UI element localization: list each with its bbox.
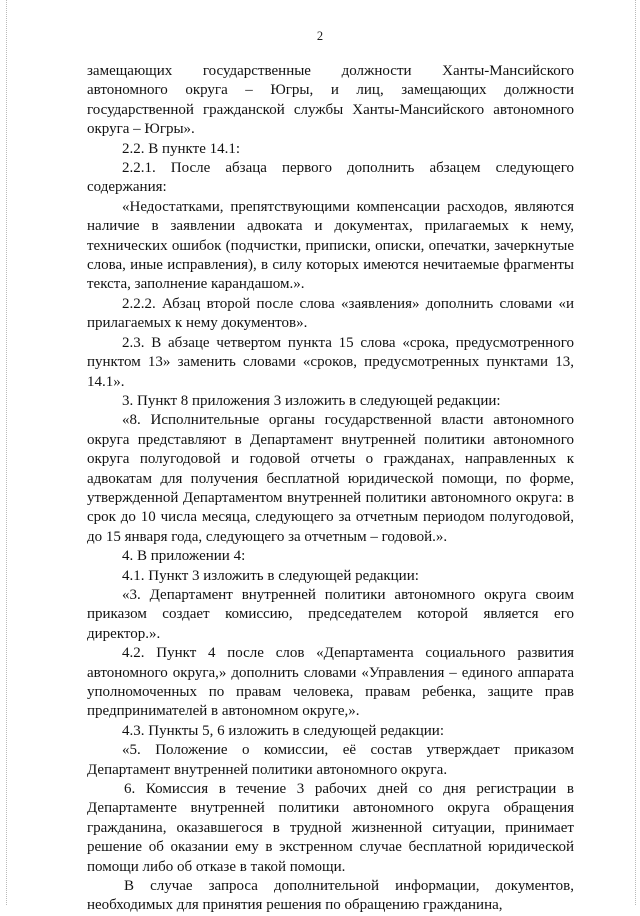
paragraph: 3. Пункт 8 приложения 3 изложить в следующей редакции: <box>122 392 501 409</box>
paragraph: 4.3. Пункты 5, 6 изложить в следующей редакции: <box>122 722 444 739</box>
paragraph: В случае запроса дополнительной информации, документов, необходимых для принятия решения по обращению гражданина, <box>87 878 574 914</box>
page-number: 2 <box>316 29 324 43</box>
paragraph: 2.2. В пункте 14.1: <box>122 140 241 157</box>
scan-edge-left <box>6 0 7 905</box>
document-body <box>87 62 574 916</box>
paragraph: «Недостатками, препятствующими компенсации расходов, являются наличие в заявлении адвоката и документах, прилагаемых к нему, технических ошибок (подчистки, приписки, описки, опечатки, зачеркнутые слова, иные исправления), в силу которых имеются нечитаемые фрагменты текста, заполнение карандашом.». <box>87 198 574 293</box>
paragraph: «5. Положение о комиссии, её состав утверждает приказом Департамент внутренней политики автономного округа. <box>87 742 574 778</box>
paragraph: 2.3. В абзаце четвертом пункта 15 слова «срока, предусмотренного пунктом 13» заменить словами «сроков, предусмотренных пунктами 13, 14.1». <box>87 334 574 390</box>
paragraph: 4.1. Пункт 3 изложить в следующей редакции: <box>122 567 419 584</box>
paragraph: 4. В приложении 4: <box>122 548 246 565</box>
paragraph: 6. Комиссия в течение 3 рабочих дней со дня регистрации в Департаменте внутренней политики автономного округа обращения гражданина, оказавшегося в трудной жизненной ситуации, принимает решение об оказании ему в экстренном случае бесплатной юридической помощи либо об отказе в такой помощи. <box>87 781 574 875</box>
paragraph: 2.2.1. После абзаца первого дополнить абзацем следующего содержания: <box>87 160 574 196</box>
paragraph: 4.2. Пункт 4 после слов «Департамента социального развития автономного округа,» дополнить словами «Управления – единого аппарата уполномоченных по правам человека, правам ребенка, защите прав предпринимателей в автономном округе,». <box>87 645 574 720</box>
paragraph: замещающих государственные должности Ханты-Мансийского автономного округа – Югры, и лиц, замещающих должности государственной гражданской службы Ханты-Мансийского автономного округа – Югры». <box>87 63 574 138</box>
paragraph: «8. Исполнительные органы государственной власти автономного округа представляют в Департамент внутренней политики автономного округа полугодовой и годовой отчеты о гражданах, направленных к адвокатам для получения бесплатной юридической помощи, по форме, утвержденной Департаментом внутренней политики автономного округа: в срок до 10 числа месяца, следующего за отчетным периодом полугодовой, до 15 января года, следующего за отчетным – годовой.». <box>87 412 574 545</box>
scan-edge-right <box>635 0 636 905</box>
paragraph: 2.2.2. Абзац второй после слова «заявления» дополнить словами «и прилагаемых к нему документов». <box>87 295 574 332</box>
paragraph: «3. Департамент внутренней политики автономного округа своим приказом создает комиссию, председателем которой является его директор.». <box>87 586 574 642</box>
